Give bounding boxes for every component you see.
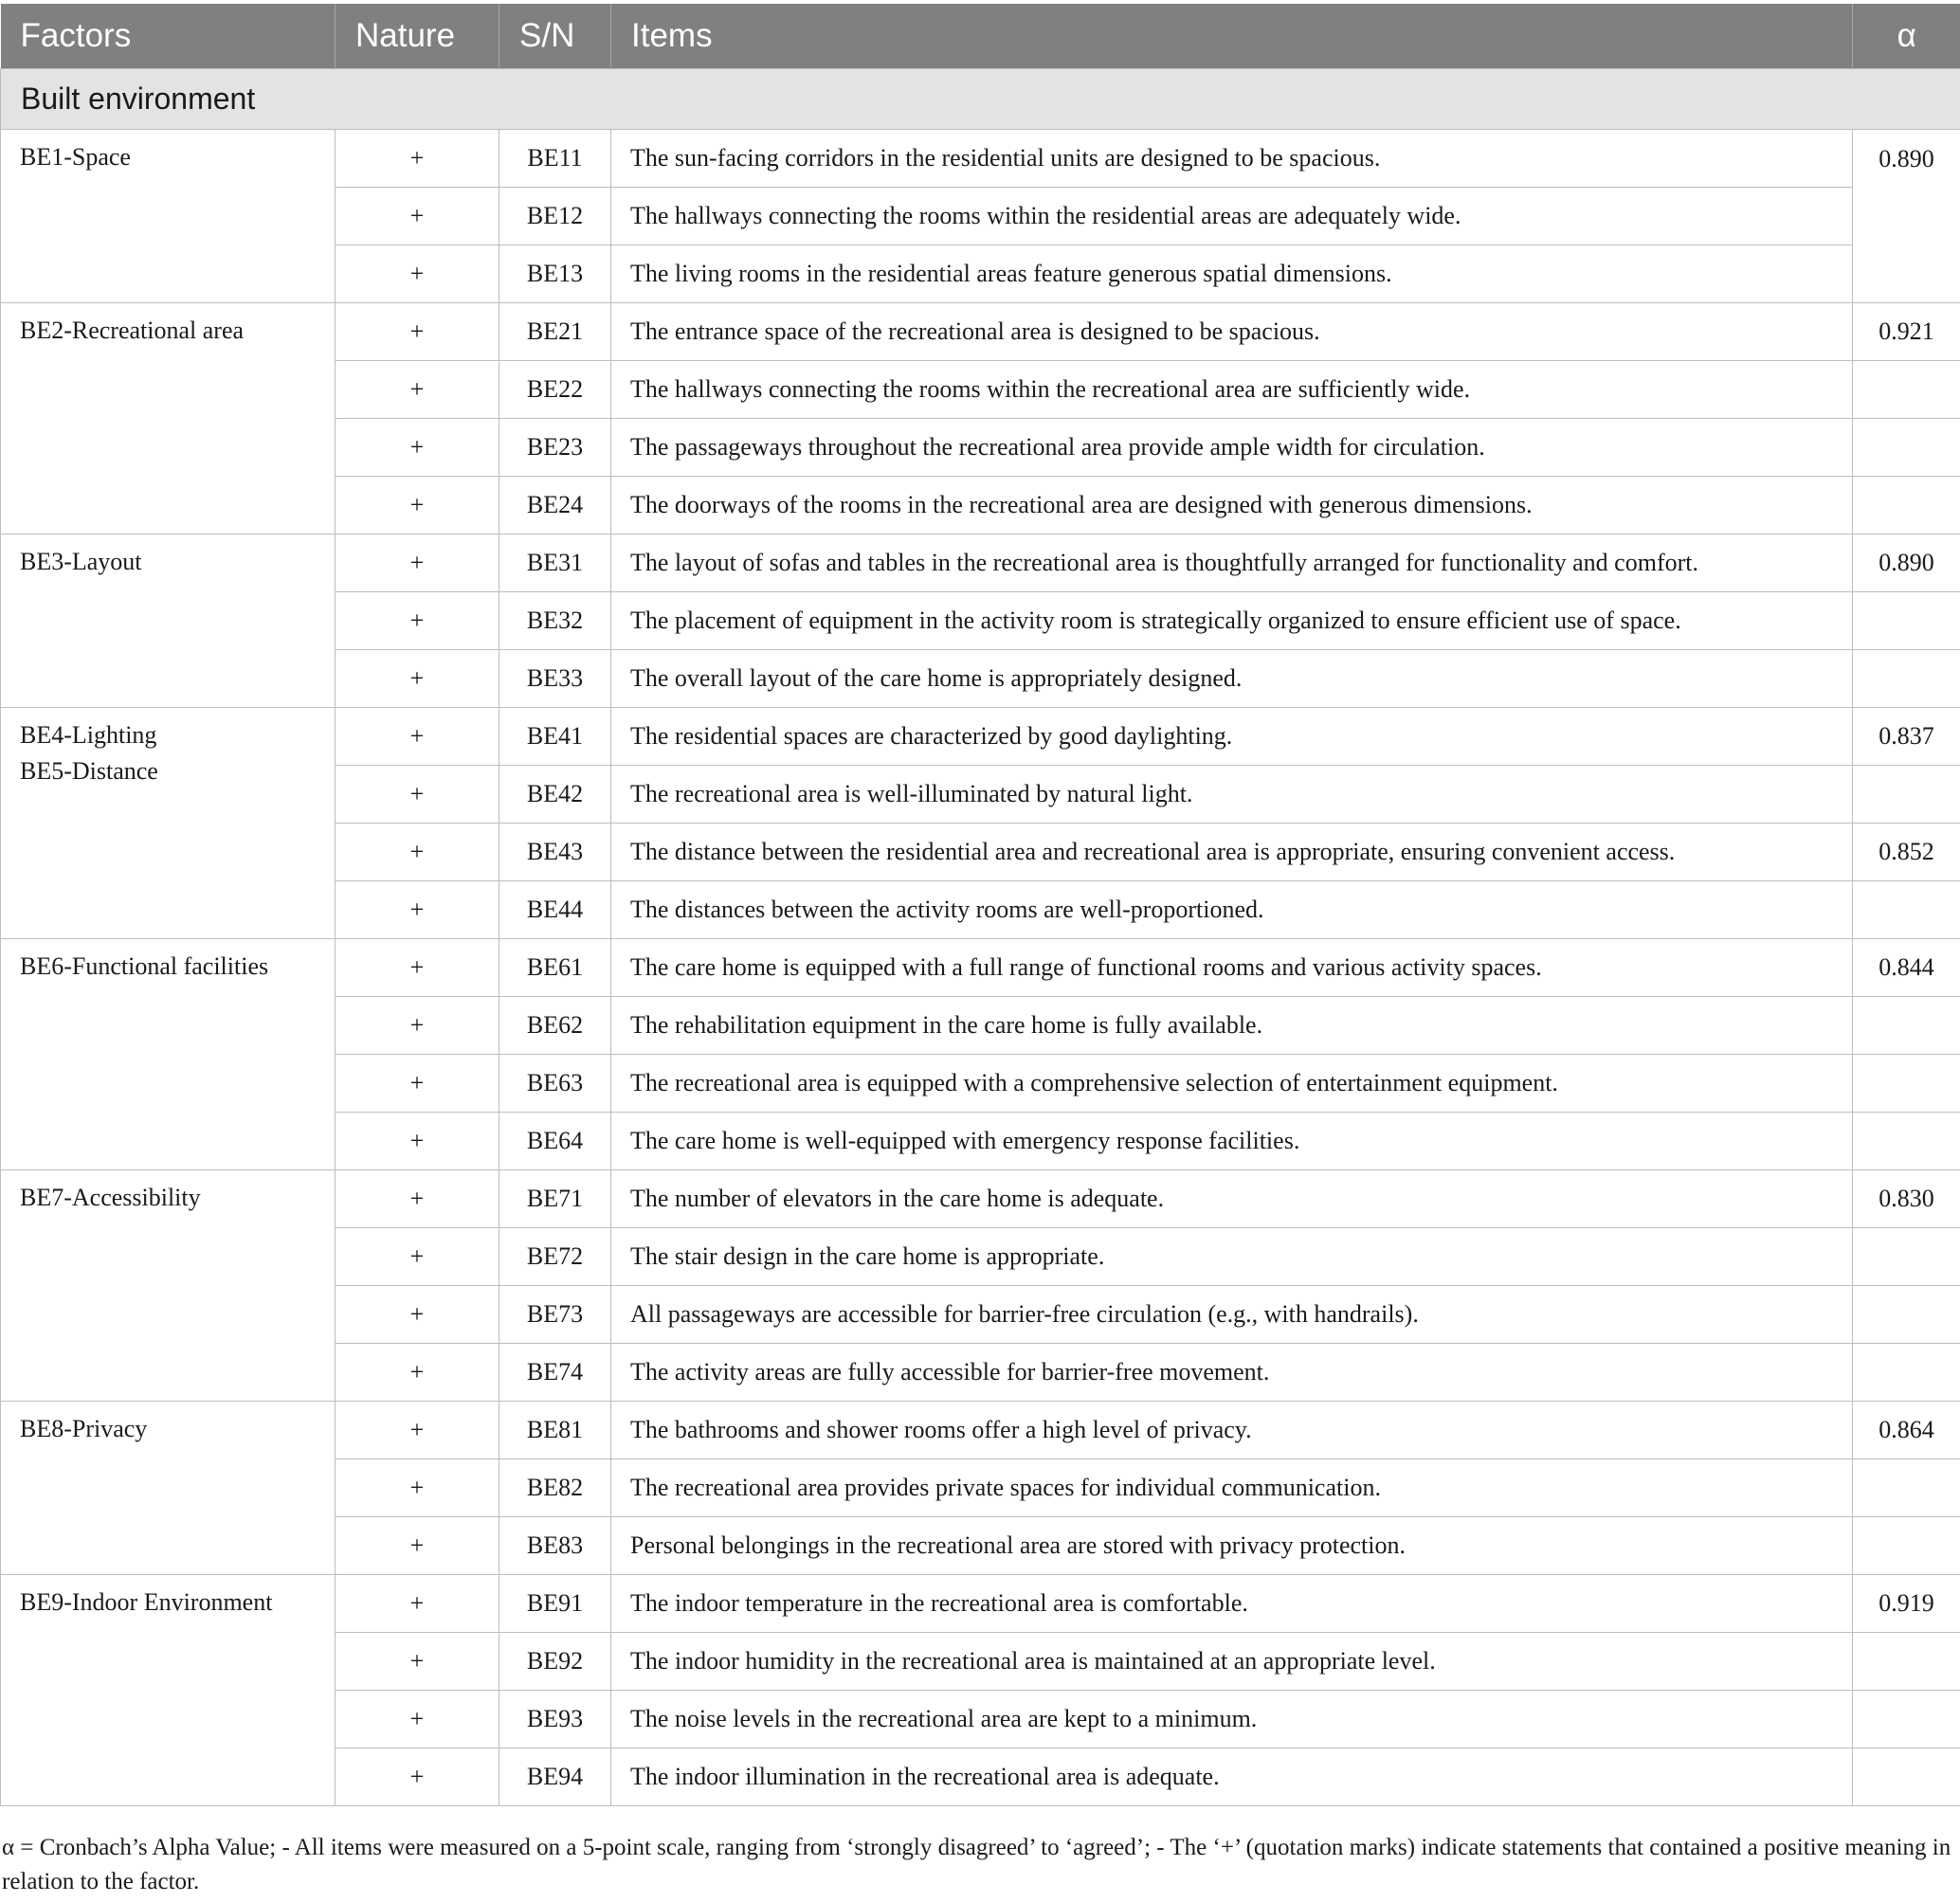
table-row	[1, 303, 1960, 361]
item-cell: The bathrooms and shower rooms offer a high level of privacy.	[611, 1402, 1853, 1459]
header-nature: Nature	[336, 4, 499, 69]
alpha-cell	[1853, 1517, 1960, 1575]
nature-cell: +	[336, 1170, 499, 1228]
item-cell: Personal belongings in the recreational area are stored with privacy protection.	[611, 1517, 1853, 1575]
sn-cell: BE64	[499, 1113, 611, 1170]
factor-cell	[1, 303, 336, 534]
nature-cell: +	[336, 1575, 499, 1633]
alpha-cell	[1853, 1228, 1960, 1286]
nature-cell: +	[336, 997, 499, 1055]
item-cell: The number of elevators in the care home is adequate.	[611, 1170, 1853, 1228]
section-title: Built environment	[1, 69, 1960, 130]
item-cell: The hallways connecting the rooms within the residential areas are adequately wide.	[611, 188, 1853, 245]
item-cell: The indoor humidity in the recreational area is maintained at an appropriate level.	[611, 1633, 1853, 1691]
item-cell: The activity areas are fully accessible for barrier-free movement.	[611, 1344, 1853, 1402]
nature-cell: +	[336, 534, 499, 592]
alpha-cell	[1853, 766, 1960, 824]
section-row	[1, 69, 1960, 130]
table-header	[1, 4, 1960, 69]
nature-cell: +	[336, 1633, 499, 1691]
sn-cell: BE21	[499, 303, 611, 361]
header-factors: Factors	[1, 4, 336, 69]
nature-cell: +	[336, 1286, 499, 1344]
item-cell: The rehabilitation equipment in the care home is fully available.	[611, 997, 1853, 1055]
sn-cell: BE33	[499, 650, 611, 708]
item-cell: The care home is equipped with a full range of functional rooms and various activity spaces.	[611, 939, 1853, 997]
alpha-cell: 0.830	[1853, 1170, 1960, 1228]
nature-cell: +	[336, 1691, 499, 1748]
sn-cell: BE12	[499, 188, 611, 245]
nature-cell: +	[336, 881, 499, 939]
nature-cell: +	[336, 188, 499, 245]
factor-label: BE9-Indoor Environment	[20, 1588, 273, 1616]
alpha-cell	[1853, 1748, 1960, 1806]
factor-cell	[1, 939, 336, 1170]
factor-cell	[1, 708, 336, 939]
sn-cell: BE71	[499, 1170, 611, 1228]
alpha-cell: 0.890	[1853, 534, 1960, 592]
alpha-cell	[1853, 997, 1960, 1055]
nature-cell: +	[336, 708, 499, 766]
item-cell: The distances between the activity rooms are well-proportioned.	[611, 881, 1853, 939]
sn-cell: BE81	[499, 1402, 611, 1459]
alpha-cell	[1853, 650, 1960, 708]
item-cell: The placement of equipment in the activity room is strategically organized to ensure efficient use of space.	[611, 592, 1853, 650]
sn-cell: BE73	[499, 1286, 611, 1344]
table-footnote: α = Cronbach’s Alpha Value; - All items were measured on a 5-point scale, ranging from ‘strongly disagreed’ to ‘agreed’; - The ‘+’ (quotation marks) indicate statements that contained a positive meaning in relation to the factor.	[2, 1835, 1951, 1894]
factor-label: BE7-Accessibility	[20, 1184, 201, 1211]
sn-cell: BE42	[499, 766, 611, 824]
alpha-cell: 0.844	[1853, 939, 1960, 997]
sn-cell: BE94	[499, 1748, 611, 1806]
header-sn: S/N	[499, 4, 611, 69]
item-cell: The stair design in the care home is appropriate.	[611, 1228, 1853, 1286]
item-cell: The hallways connecting the rooms within the recreational area are sufficiently wide.	[611, 361, 1853, 419]
sn-cell: BE62	[499, 997, 611, 1055]
survey-items-table	[0, 4, 1960, 1806]
nature-cell: +	[336, 1228, 499, 1286]
item-cell: The layout of sofas and tables in the recreational area is thoughtfully arranged for functionality and comfort.	[611, 534, 1853, 592]
table-row	[1, 534, 1960, 592]
item-cell: The living rooms in the residential areas feature generous spatial dimensions.	[611, 245, 1853, 303]
item-cell: The sun-facing corridors in the residential units are designed to be spacious.	[611, 130, 1853, 188]
nature-cell: +	[336, 1055, 499, 1113]
item-cell: The recreational area provides private spaces for individual communication.	[611, 1459, 1853, 1517]
nature-cell: +	[336, 477, 499, 534]
item-cell: The recreational area is equipped with a comprehensive selection of entertainment equipment.	[611, 1055, 1853, 1113]
sn-cell: BE24	[499, 477, 611, 534]
nature-cell: +	[336, 245, 499, 303]
factor-label: BE5-Distance	[20, 757, 158, 785]
nature-cell: +	[336, 650, 499, 708]
item-cell: The distance between the residential area and recreational area is appropriate, ensuring convenient access.	[611, 824, 1853, 881]
item-cell: The entrance space of the recreational area is designed to be spacious.	[611, 303, 1853, 361]
alpha-cell	[1853, 1286, 1960, 1344]
alpha-cell	[1853, 881, 1960, 939]
item-cell: The doorways of the rooms in the recreational area are designed with generous dimensions.	[611, 477, 1853, 534]
alpha-cell	[1853, 1113, 1960, 1170]
alpha-cell: 0.890	[1853, 130, 1960, 303]
sn-cell: BE11	[499, 130, 611, 188]
alpha-cell	[1853, 592, 1960, 650]
nature-cell: +	[336, 1459, 499, 1517]
nature-cell: +	[336, 1113, 499, 1170]
sn-cell: BE44	[499, 881, 611, 939]
factor-cell	[1, 534, 336, 708]
sn-cell: BE83	[499, 1517, 611, 1575]
alpha-cell: 0.837	[1853, 708, 1960, 766]
sn-cell: BE43	[499, 824, 611, 881]
factor-cell	[1, 130, 336, 303]
factor-cell	[1, 1170, 336, 1402]
nature-cell: +	[336, 1402, 499, 1459]
header-row	[1, 4, 1960, 69]
sn-cell: BE32	[499, 592, 611, 650]
table-row	[1, 1402, 1960, 1459]
sn-cell: BE91	[499, 1575, 611, 1633]
item-cell: The residential spaces are characterized by good daylighting.	[611, 708, 1853, 766]
nature-cell: +	[336, 361, 499, 419]
sn-cell: BE61	[499, 939, 611, 997]
sn-cell: BE63	[499, 1055, 611, 1113]
item-cell: The overall layout of the care home is appropriately designed.	[611, 650, 1853, 708]
nature-cell: +	[336, 766, 499, 824]
nature-cell: +	[336, 1344, 499, 1402]
sn-cell: BE23	[499, 419, 611, 477]
factor-label: BE2-Recreational area	[20, 317, 245, 344]
table-row	[1, 1170, 1960, 1228]
sn-cell: BE72	[499, 1228, 611, 1286]
nature-cell: +	[336, 592, 499, 650]
sn-cell: BE93	[499, 1691, 611, 1748]
nature-cell: +	[336, 419, 499, 477]
alpha-cell	[1853, 419, 1960, 477]
table-row	[1, 708, 1960, 766]
alpha-cell: 0.864	[1853, 1402, 1960, 1459]
alpha-cell: 0.919	[1853, 1575, 1960, 1633]
alpha-cell	[1853, 1691, 1960, 1748]
item-cell: The recreational area is well-illuminated by natural light.	[611, 766, 1853, 824]
factor-label: BE6-Functional facilities	[20, 952, 269, 980]
sn-cell: BE13	[499, 245, 611, 303]
sn-cell: BE92	[499, 1633, 611, 1691]
sn-cell: BE22	[499, 361, 611, 419]
nature-cell: +	[336, 1748, 499, 1806]
nature-cell: +	[336, 303, 499, 361]
nature-cell: +	[336, 130, 499, 188]
alpha-cell: 0.921	[1853, 303, 1960, 361]
item-cell: The noise levels in the recreational area are kept to a minimum.	[611, 1691, 1853, 1748]
table-row	[1, 1575, 1960, 1633]
alpha-cell	[1853, 1055, 1960, 1113]
sn-cell: BE41	[499, 708, 611, 766]
factor-cell	[1, 1402, 336, 1575]
header-alpha: α	[1853, 4, 1960, 69]
alpha-cell	[1853, 1459, 1960, 1517]
item-cell: The indoor illumination in the recreational area is adequate.	[611, 1748, 1853, 1806]
table-row	[1, 130, 1960, 188]
item-cell: The indoor temperature in the recreational area is comfortable.	[611, 1575, 1853, 1633]
header-items: Items	[611, 4, 1853, 69]
factor-label: BE3-Layout	[20, 548, 142, 575]
alpha-cell	[1853, 1633, 1960, 1691]
table-container	[0, 4, 1960, 1806]
alpha-cell	[1853, 1344, 1960, 1402]
nature-cell: +	[336, 939, 499, 997]
sn-cell: BE82	[499, 1459, 611, 1517]
alpha-cell	[1853, 477, 1960, 534]
item-cell: All passageways are accessible for barrier-free circulation (e.g., with handrails).	[611, 1286, 1853, 1344]
factor-label: BE8-Privacy	[20, 1415, 148, 1442]
nature-cell: +	[336, 1517, 499, 1575]
sn-cell: BE31	[499, 534, 611, 592]
alpha-cell	[1853, 361, 1960, 419]
table-body	[1, 69, 1960, 1806]
factor-label: BE4-Lighting	[20, 721, 157, 749]
nature-cell: +	[336, 824, 499, 881]
factor-cell	[1, 1575, 336, 1806]
sn-cell: BE74	[499, 1344, 611, 1402]
item-cell: The passageways throughout the recreational area provide ample width for circulation.	[611, 419, 1853, 477]
alpha-cell: 0.852	[1853, 824, 1960, 881]
item-cell: The care home is well-equipped with emergency response facilities.	[611, 1113, 1853, 1170]
factor-label: BE1-Space	[20, 143, 131, 171]
table-row	[1, 939, 1960, 997]
